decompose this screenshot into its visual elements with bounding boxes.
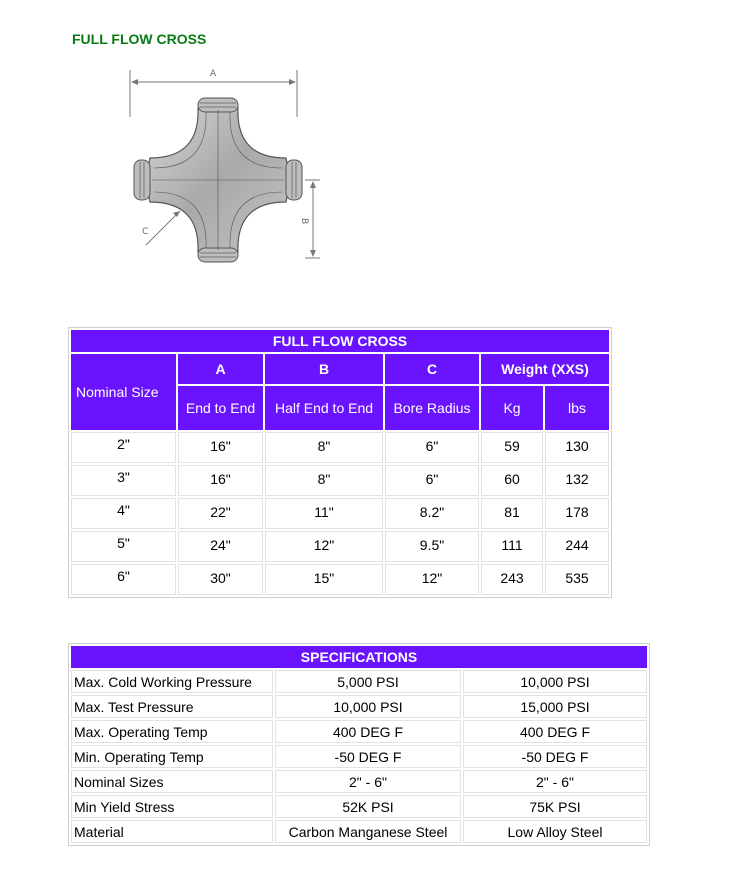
- a-cell: 24": [178, 531, 263, 562]
- kg-cell: 59: [481, 432, 543, 463]
- dimensions-table: [68, 327, 612, 598]
- a-cell: 16": [178, 465, 263, 496]
- spec-value-2: 15,000 PSI: [463, 695, 647, 718]
- table-row: [71, 820, 647, 843]
- sub-kg-header: Kg: [481, 386, 543, 430]
- weight-header: Weight (XXS): [481, 354, 609, 384]
- table-row: [71, 795, 647, 818]
- spec-label: Max. Operating Temp: [71, 720, 273, 743]
- size-cell: 5": [71, 531, 176, 562]
- spec-value-2: 75K PSI: [463, 795, 647, 818]
- lbs-cell: 130: [545, 432, 609, 463]
- table-row: [71, 670, 647, 693]
- c-cell: 9.5": [385, 531, 479, 562]
- lbs-cell: 244: [545, 531, 609, 562]
- label-b: B: [299, 218, 309, 225]
- c-cell: 8.2": [385, 498, 479, 529]
- size-cell: 4": [71, 498, 176, 529]
- spec-value-1: 5,000 PSI: [275, 670, 461, 693]
- kg-cell: 243: [481, 564, 543, 595]
- spec-value-2: 400 DEG F: [463, 720, 647, 743]
- size-cell: 2": [71, 432, 176, 463]
- table-row: [71, 531, 609, 562]
- c-cell: 6": [385, 465, 479, 496]
- spec-label: Material: [71, 820, 273, 843]
- spec-label: Max. Cold Working Pressure: [71, 670, 273, 693]
- spec-value-1: Carbon Manganese Steel: [275, 820, 461, 843]
- c-cell: 6": [385, 432, 479, 463]
- spec-label: Max. Test Pressure: [71, 695, 273, 718]
- spec-label: Min Yield Stress: [71, 795, 273, 818]
- size-cell: 6": [71, 564, 176, 595]
- table-row: [71, 564, 609, 595]
- spec-value-2: 10,000 PSI: [463, 670, 647, 693]
- a-cell: 22": [178, 498, 263, 529]
- b-cell: 8": [265, 465, 383, 496]
- sub-c-header: Bore Radius: [385, 386, 479, 430]
- spec-label: Nominal Sizes: [71, 770, 273, 793]
- specifications-table: [68, 643, 650, 846]
- full-flow-cross-drawing: [110, 62, 335, 277]
- lbs-cell: 535: [545, 564, 609, 595]
- table-row: [71, 770, 647, 793]
- table-row: [71, 720, 647, 743]
- kg-cell: 60: [481, 465, 543, 496]
- table-row: [71, 695, 647, 718]
- table-row: [71, 498, 609, 529]
- col-a-header: A: [178, 354, 263, 384]
- spec-value-1: 400 DEG F: [275, 720, 461, 743]
- b-cell: 11": [265, 498, 383, 529]
- sub-lbs-header: lbs: [545, 386, 609, 430]
- spec-value-1: 10,000 PSI: [275, 695, 461, 718]
- nominal-size-header: Nominal Size: [71, 354, 176, 430]
- spec-value-2: 2" - 6": [463, 770, 647, 793]
- label-c: C: [142, 227, 149, 237]
- table-row: [71, 432, 609, 463]
- c-cell: 12": [385, 564, 479, 595]
- b-cell: 12": [265, 531, 383, 562]
- lbs-cell: 132: [545, 465, 609, 496]
- spec-label: Min. Operating Temp: [71, 745, 273, 768]
- spec-value-2: Low Alloy Steel: [463, 820, 647, 843]
- dimensions-table-caption: FULL FLOW CROSS: [71, 330, 609, 352]
- sub-a-header: End to End: [178, 386, 263, 430]
- lbs-cell: 178: [545, 498, 609, 529]
- label-a: A: [210, 69, 217, 79]
- spec-value-1: 52K PSI: [275, 795, 461, 818]
- a-cell: 30": [178, 564, 263, 595]
- specifications-table-caption: SPECIFICATIONS: [71, 646, 647, 668]
- b-cell: 15": [265, 564, 383, 595]
- kg-cell: 111: [481, 531, 543, 562]
- col-b-header: B: [265, 354, 383, 384]
- sub-b-header: Half End to End: [265, 386, 383, 430]
- kg-cell: 81: [481, 498, 543, 529]
- a-cell: 16": [178, 432, 263, 463]
- spec-value-2: -50 DEG F: [463, 745, 647, 768]
- col-c-header: C: [385, 354, 479, 384]
- spec-value-1: 2" - 6": [275, 770, 461, 793]
- page-title: FULL FLOW CROSS: [72, 31, 207, 47]
- table-row: [71, 465, 609, 496]
- table-row: [71, 745, 647, 768]
- spec-value-1: -50 DEG F: [275, 745, 461, 768]
- b-cell: 8": [265, 432, 383, 463]
- size-cell: 3": [71, 465, 176, 496]
